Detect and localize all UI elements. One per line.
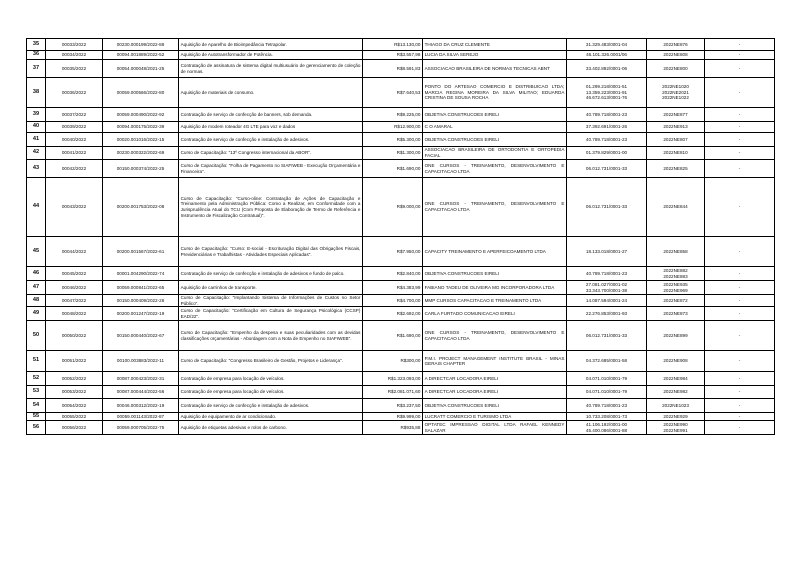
process-number: 00041/2022 [46,147,103,160]
observation: - [705,60,775,78]
table-row [27,351,775,372]
row-number: 54 [27,399,46,413]
supplier-cnpj: 40.789.718/0001-23 [567,108,647,122]
object-description: Curso de Capacitação: "Congresso Brasileiro de Gestão, Projetos e Liderança". [179,351,363,372]
supplier-name: C O AMARAL [423,122,567,133]
sei-number: 00150.000440/2022-67 [103,321,179,351]
contract-value: R$2.840,00 [363,267,423,281]
observation: - [705,386,775,399]
supplier-cnpj: 40.789.718/0001-23 [567,267,647,281]
object-description: Aquisição de carrinhos de transporte. [179,281,363,295]
observation: - [705,351,775,372]
commitment-note: 2022NE808 [647,51,705,60]
sei-number: 00020.001016/2022-15 [103,133,179,147]
commitment-note: 2022NE825 [647,160,705,178]
table-row [27,51,775,60]
supplier-cnpj: 40.789.718/0001-23 [567,133,647,147]
process-number: 00035/2022 [46,60,103,78]
row-number: 48 [27,295,46,307]
supplier-name: OBJETIVA CONSTRUCOES EIRELI [423,133,567,147]
contract-value: R$9.999,00 [363,413,423,421]
table-row [27,386,775,399]
object-description: Aquisição de Aparelho de Bioimpedância Tetrapolar. [179,39,363,51]
object-description: Contratação de serviço de confecção e instalação de adesivos e fundo de palco. [179,267,363,281]
supplier-name: ASSOCIACAO BRASILEIRA DE NORMAS TECNICAS ABNT [423,60,567,78]
contract-value: R$5.300,00 [363,133,423,147]
commitment-note: 2022NE810 [647,147,705,160]
object-description: Aquisição de modem roteador 4G LTE para voz e dados [179,122,363,133]
table-row [27,108,775,122]
object-description: Contratação de serviço de confecção de banners, sob demanda. [179,108,363,122]
sei-number: 00087.000423/2022-31 [103,372,179,386]
supplier-name: CARLA FURTADO COMUNICACAO EIRELI [423,307,567,321]
process-number: 00054/2022 [46,399,103,413]
sei-number: 00059.000490/2022-92 [103,108,179,122]
row-number: 46 [27,267,46,281]
object-description: Curso de Capacitação: "Implantando Sistema de Informações de Custos no Setor Público". [179,295,363,307]
row-number: 50 [27,321,46,351]
contract-value: R$4.383,99 [363,281,423,295]
observation: - [705,51,775,60]
object-description: Curso de Capacitação: "Curso-oline: Contratação de Ações de Capacitação e Treinamento pela Administração Pública: Como a Realizar, em Conformidade com a Jurisprudência Atual do TCU (Com Proposta de Elaboração de Termo de Referência e Instrumento de Fiscalização Contratual)". [179,178,363,237]
process-number: 00050/2022 [46,321,103,351]
process-number: 00056/2022 [46,421,103,435]
supplier-name: PONTO DO ARTESAO COMERCIO E DISTRIBUICAO LTDA; MARCIA REGINA MOREIRA DA SILVA MILITAO; EDUARDA CRISTINA DE SOUSA ROCHA [423,78,567,108]
row-number: 56 [27,421,46,435]
observation: - [705,267,775,281]
observation: - [705,160,775,178]
observation: - [705,372,775,386]
row-number: 40 [27,122,46,133]
commitment-note: 2022NE1023 [647,399,705,413]
contract-value: R$3.557,98 [363,51,423,60]
table-row [27,421,775,435]
sei-number: 00001.004290/2022-74 [103,267,179,281]
process-number: 00053/2022 [46,386,103,399]
sei-number: 00200.001567/2022-61 [103,237,179,267]
table-row [27,122,775,133]
supplier-cnpj: 31.329.483/0001-04 [567,39,647,51]
supplier-cnpj: 22.276.853/0001-93 [567,307,647,321]
contract-value: R$1.300,00 [363,147,423,160]
sei-number: 00150.000374/2022-25 [103,160,179,178]
table-row [27,321,775,351]
table-row [27,60,775,78]
supplier-name: OBJETIVA CONSTRUCOES EIRELI [423,399,567,413]
supplier-cnpj: 06.012.731/0001-33 [567,321,647,351]
observation: - [705,421,775,435]
commitment-note: 2022NE899 [647,321,705,351]
observation: - [705,281,775,295]
contract-value: R$7.640,53 [363,78,423,108]
table-row [27,78,775,108]
object-description: Contratação de assinatura de sistema digital multiusuário de gerenciamento de coleção de normas. [179,60,363,78]
row-number: 37 [27,60,46,78]
contract-value: R$3.237,50 [363,399,423,413]
supplier-cnpj: 04.071.010/0001-79 [567,386,647,399]
supplier-cnpj: 37.392.691/0001-26 [567,122,647,133]
supplier-cnpj: 14.087.594/0001-24 [567,295,647,307]
sei-number: 00094.001889/2022-52 [103,51,179,60]
supplier-name: LUCIA DA SILVA SEREJO [423,51,567,60]
commitment-note: 2022NE990 2022NE991 [647,421,705,435]
table-row [27,281,775,295]
row-number: 47 [27,281,46,295]
sei-number: 00230.000199/2022-86 [103,39,179,51]
supplier-name: MMP CURSOS CAPACITACAO E TREINAMENTO LTDA [423,295,567,307]
table-row [27,295,775,307]
observation: - [705,399,775,413]
commitment-note: 2022NE935 2022NE969 [647,281,705,295]
row-number: 43 [27,160,46,178]
object-description: Curso de Capacitação: "Curso: E-social - Escrituração Digital das Obrigações Fiscais, Previdenciárias e Trabalhistas - Atividades Especiais Aplicadas". [179,237,363,267]
object-description: Curso de Capacitação: "Certificação em Cultura de Segurança Psicológica (CCSP) EAD/22". [179,307,363,321]
supplier-name: ASSOCIACAO BRASILEIRA DE ORTODONTIA E ORTOPEDIA FACIAL [423,147,567,160]
observation: - [705,307,775,321]
sei-number: 00200.001247/2022-19 [103,307,179,321]
supplier-cnpj: 06.012.731/0001-33 [567,178,647,237]
supplier-cnpj: 33.402.892/0001-06 [567,60,647,78]
contract-value: R$9.000,00 [363,178,423,237]
supplier-cnpj: 40.789.718/0001-23 [567,399,647,413]
observation: - [705,133,775,147]
row-number: 49 [27,307,46,321]
table-row [27,39,775,51]
process-number: 00037/2022 [46,108,103,122]
process-number: 00036/2022 [46,78,103,108]
row-number: 38 [27,78,46,108]
process-number: 00048/2022 [46,307,103,321]
process-number: 00046/2022 [46,281,103,295]
observation: - [705,295,775,307]
supplier-name: P.M.I. PROJECT MANAGEMENT INSTITUTE BRASIL - MINAS GERAIS CHAPTER [423,351,567,372]
commitment-note: 2022NE913 [647,122,705,133]
observation: - [705,413,775,421]
row-number: 55 [27,413,46,421]
table-row [27,267,775,281]
contract-value: R$4.700,00 [363,295,423,307]
process-number: 00039/2022 [46,122,103,133]
row-number: 36 [27,51,46,60]
commitment-note: 2022NE1020 2022NE2021 2022NE1022 [647,78,705,108]
commitment-note: 2022NE877 [647,108,705,122]
object-description: Contratação de serviço de confecção e instalação de adesivos. [179,399,363,413]
table-row [27,237,775,267]
contract-value: R$2.692,00 [363,307,423,321]
object-description: Contratação de serviço de confecção e instalação de adesivos. [179,133,363,147]
supplier-name: OBJETIVA CONSTRUCOES EIRELI [423,267,567,281]
contract-value: R$12.900,00 [363,122,423,133]
row-number: 51 [27,351,46,372]
commitment-note: 2022NE858 [647,237,705,267]
contract-value: R$300,00 [363,351,423,372]
object-description: Aquisição de materiais de consumo. [179,78,363,108]
contract-value: R$13.130,00 [363,39,423,51]
object-description: Aquisição de Autotransformador de Potência. [179,51,363,60]
object-description: Aquisição de etiquetas adesivas e rolos de carbono. [179,421,363,435]
sei-number: 00054.000048/2021-25 [103,60,179,78]
contract-value: R$8.591,83 [363,60,423,78]
contract-value: R$7.950,00 [363,237,423,267]
process-number: 00044/2022 [46,237,103,267]
sei-number: 00200.001753/2022-08 [103,178,179,237]
supplier-cnpj: 46.101.326.0001/06 [567,51,647,60]
sei-number: 00059.000841/2022-65 [103,281,179,295]
supplier-cnpj: 04.372.685/0001-58 [567,351,647,372]
sei-number: 00059.001143/2022-87 [103,413,179,421]
commitment-note: 2022NE873 [647,307,705,321]
supplier-cnpj: 10.733.208/0001-73 [567,413,647,421]
supplier-name: THIAGO DA CRUZ CLEMENTE [423,39,567,51]
commitment-note: 2022NE882 2022NE883 [647,267,705,281]
sei-number: 00094.000175/2022-39 [103,122,179,133]
supplier-name: ONE CURSOS - TREINAMENTO, DESENVOLVIMENTO E CAPACITACAO LTDA [423,160,567,178]
row-number: 41 [27,133,46,147]
supplier-name: LUCRATT COMERCIO E TURISMO LTDA [423,413,567,421]
supplier-cnpj: 27.081.027/0001-02 33.343.700/0001-38 [567,281,647,295]
process-number: 00051/2022 [46,351,103,372]
observation: - [705,39,775,51]
contract-value: R$935,88 [363,421,423,435]
table-row [27,160,775,178]
commitment-note: 2022NE908 [647,351,705,372]
row-number: 45 [27,237,46,267]
commitment-note: 2022NE876 [647,39,705,51]
commitment-note: 2022NE807 [647,133,705,147]
supplier-name: A DIRECTCAR LOCADORA EIRELI [423,372,567,386]
table-row [27,147,775,160]
row-number: 39 [27,108,46,122]
observation: - [705,78,775,108]
row-number: 42 [27,147,46,160]
observation: - [705,147,775,160]
contract-value: R$9.225,00 [363,108,423,122]
object-description: Contratação de empresa para locação de veículos. [179,372,363,386]
process-number: 00033/2022 [46,39,103,51]
supplier-name: A DIRECTCAR LOCADORA EIRELI [423,386,567,399]
object-description: Curso de Capacitação: "13º Congresso internacional da ABOR". [179,147,363,160]
procurement-table [26,38,775,435]
object-description: Contratação de empresa para locação de veículos. [179,386,363,399]
supplier-name: ONE CURSOS - TREINAMENTO, DESENVOLVIMENTO E CAPACITACAO LTDA [423,178,567,237]
process-number: 00040/2022 [46,133,103,147]
commitment-note: 2022NE872 [647,295,705,307]
table-row [27,178,775,237]
supplier-cnpj: 06.012.731/0001-33 [567,160,647,178]
commitment-note: 2022NE982 [647,386,705,399]
contract-value: R$1.690,00 [363,160,423,178]
row-number: 35 [27,39,46,51]
sei-number: 00059.000566/2022-80 [103,78,179,108]
supplier-name: ONE CURSOS - TREINAMENTO, DESENVOLVIMENTO E CAPACITACAO LTDA [423,321,567,351]
process-number: 00052/2022 [46,372,103,386]
process-number: 00034/2022 [46,51,103,60]
supplier-cnpj: 04.071.010/0001-79 [567,372,647,386]
process-number: 00045/2022 [46,267,103,281]
observation: - [705,122,775,133]
sei-number: 00046.000312/2022-19 [103,399,179,413]
supplier-name: FABIANO TADEU DE OLIVEIRA MG INCORPORADORA LTDA [423,281,567,295]
supplier-cnpj: 01.299.218/0001-51 13.359.223/0001-91 46.672.613/0001-76 [567,78,647,108]
table-row [27,307,775,321]
sei-number: 00150.000409/2022-26 [103,295,179,307]
commitment-note: 2022NE800 [647,60,705,78]
process-number: 00047/2022 [46,295,103,307]
table-row [27,372,775,386]
sei-number: 00100.003883/2022-11 [103,351,179,372]
process-number: 00055/2022 [46,413,103,421]
sei-number: 00230.000322/2022-69 [103,147,179,160]
observation: - [705,178,775,237]
supplier-cnpj: 18.133.018/0001-27 [567,237,647,267]
row-number: 44 [27,178,46,237]
object-description: Aquisição de equipamento de ar condicionado. [179,413,363,421]
supplier-cnpj: 41.106.192/0001-00 45.400.086/0001-88 [567,421,647,435]
supplier-name: OBJETIVA CONSTRUCOES EIRELI [423,108,567,122]
commitment-note: 2022NE844 [647,178,705,237]
observation: - [705,237,775,267]
process-number: 00043/2022 [46,178,103,237]
supplier-cnpj: 01.379.829/0001-00 [567,147,647,160]
sei-number: 00087.000444/2022-56 [103,386,179,399]
table-row [27,133,775,147]
process-number: 00042/2022 [46,160,103,178]
object-description: Curso de Capacitação: "Empenho da despesa e suas peculiaridades com as devidas classificações orçamentárias - Abordagem com a Nota de Empenho no SIAFIWEB". [179,321,363,351]
supplier-name: CAPACITY TREINAMENTO E APERFEICOAMENTO LTDA [423,237,567,267]
row-number: 52 [27,372,46,386]
contract-value: R$2.081.071,60 [363,386,423,399]
contract-value: R$1.690,00 [363,321,423,351]
contract-value: R$1.323.093,00 [363,372,423,386]
commitment-note: 2022NE984 [647,372,705,386]
row-number: 53 [27,386,46,399]
table-row [27,413,775,421]
sei-number: 00059.000705/2022-75 [103,421,179,435]
object-description: Curso de Capacitação: "Folha de Pagamento no SIAFIWEB - Execução Orçamentária e Financeira". [179,160,363,178]
observation: - [705,108,775,122]
supplier-name: OPTATEC IMPRESSAO DIGITAL LTDA RAFAEL KENNEDY SALAZAR [423,421,567,435]
table-row [27,399,775,413]
observation: - [705,321,775,351]
commitment-note: 2022NE929 [647,413,705,421]
